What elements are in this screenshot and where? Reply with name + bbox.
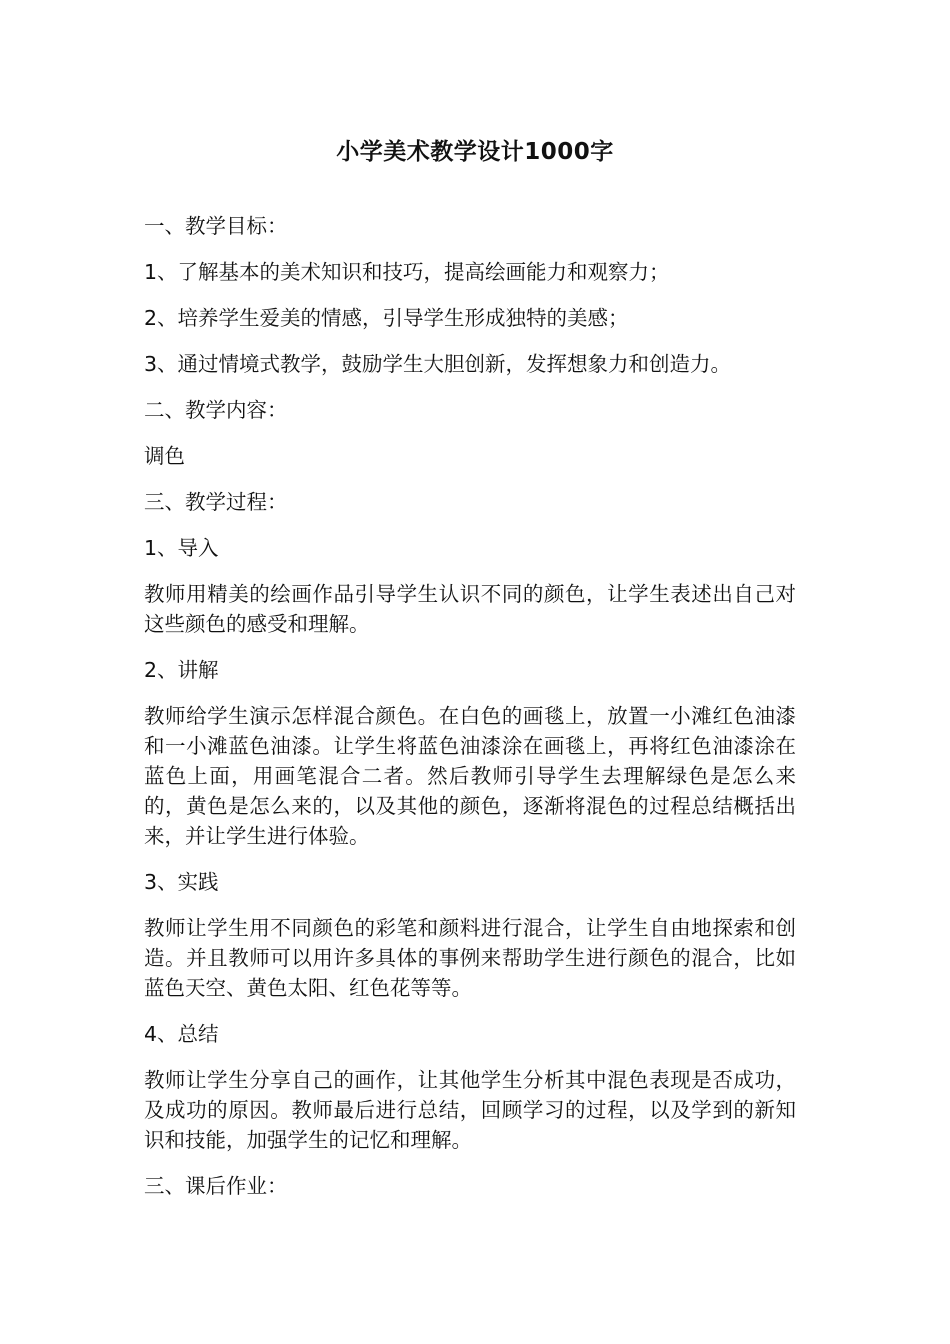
section-heading-process: 三、教学过程： [144,490,288,514]
process-step-text-2: 教师给学生演示怎样混合颜色。在白色的画毯上，放置一小滩红色油漆和一小滩蓝色油漆。让学生将蓝色油漆涂在画毯上，再将红色油漆涂在蓝色上面，用画笔混合二者。然后教师引导学生去理解绿色是怎么来的，黄色是怎么来的，以及其他的颜色，逐渐将混色的过程总结概括出来，并让学生进行体验。 [144,704,796,848]
section-heading-content: 二、教学内容： [144,398,288,422]
document-title: 小学美术教学设计1000字 [336,139,614,165]
section-heading-homework: 三、课后作业： [144,1174,288,1198]
objective-item-1: 1、了解基本的美术知识和技巧，提高绘画能力和观察力； [144,260,670,284]
process-step-heading-2: 2、讲解 [144,658,219,682]
process-step-text-1: 教师用精美的绘画作品引导学生认识不同的颜色，让学生表述出自己对这些颜色的感受和理解。 [144,582,796,636]
process-step-text-4: 教师让学生分享自己的画作，让其他学生分析其中混色表现是否成功，及成功的原因。教师最后进行总结，回顾学习的过程，以及学到的新知识和技能，加强学生的记忆和理解。 [144,1068,796,1152]
document-body [144,211,796,1217]
objective-item-3: 3、通过情境式教学，鼓励学生大胆创新，发挥想象力和创造力。 [144,352,732,376]
process-step-text-3: 教师让学生用不同颜色的彩笔和颜料进行混合，让学生自由地探索和创造。并且教师可以用许多具体的事例来帮助学生进行颜色的混合，比如蓝色天空、黄色太阳、红色花等等。 [144,916,796,1000]
process-step-heading-1: 1、导入 [144,536,219,560]
section-heading-objectives: 一、教学目标： [144,214,288,238]
process-step-heading-4: 4、总结 [144,1022,219,1046]
process-step-heading-3: 3、实践 [144,870,219,894]
objective-item-2: 2、培养学生爱美的情感，引导学生形成独特的美感； [144,306,629,330]
content-text: 调色 [144,444,185,468]
